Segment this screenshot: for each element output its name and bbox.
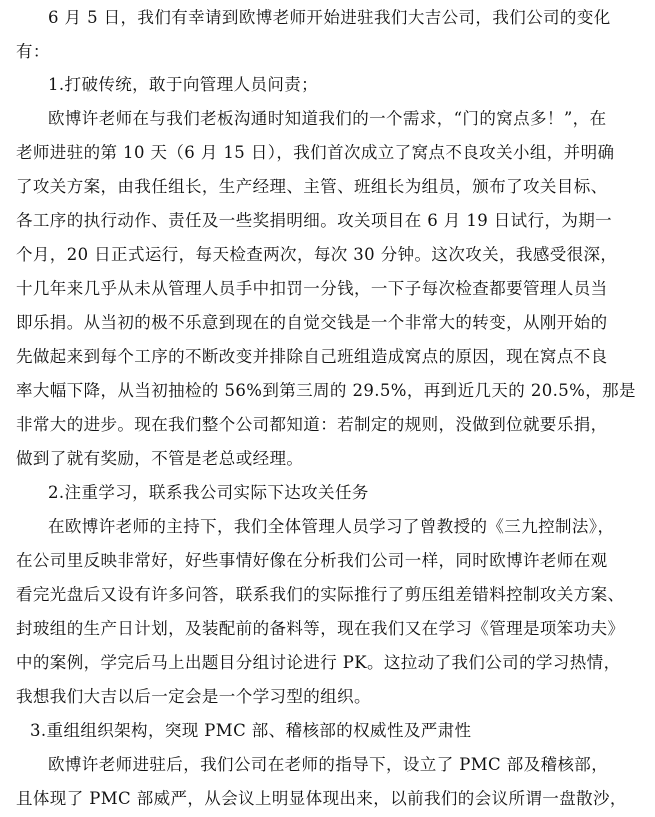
- text-line: 即乐捐。从当初的极不乐意到现在的自觉交钱是一个非常大的转变，从刚开始的: [16, 313, 608, 332]
- text-line: 在欧博许老师的主持下，我们全体管理人员学习了曾教授的《三九控制法》，: [48, 517, 615, 536]
- section-heading-2: 2.注重学习，联系我公司实际下达攻关任务: [48, 483, 369, 502]
- text-line: 个月，20 日正式运行，每天检查两次，每次 30 分钟。这次攻关，我感受很深，: [16, 245, 618, 264]
- text-line: 非常大的进步。现在我们整个公司都知道：若制定的规则，没做到位就要乐捐，: [16, 415, 608, 434]
- text-line: 有：: [16, 42, 50, 61]
- text-line: 老师进驻的第 10 天（6 月 15 日），我们首次成立了窝点不良攻关小组，并明确: [16, 143, 615, 162]
- text-line: 做到了就有奖励，不管是老总或经理。: [16, 449, 304, 468]
- text-line: 欧博许老师在与我们老板沟通时知道我们的一个需求，“门的窝点多！”，在: [48, 109, 607, 128]
- text-line: 先做起来到每个工序的不断改变并排除自己班组造成窝点的原因，现在窝点不良: [16, 347, 608, 366]
- text-line: 欧博许老师进驻后，我们公司在老师的指导下，设立了 PMC 部及稽核部，: [48, 755, 609, 774]
- text-line: 我想我们大吉以后一定会是一个学习型的组织。: [16, 687, 371, 706]
- text-line: 率大幅下降，从当初抽检的 56%到第三周的 29.5%，再到近几天的 20.5%，那是: [16, 381, 636, 400]
- text-line: 6 月 5 日，我们有幸请到欧博老师开始进驻我们大吉公司，我们公司的变化: [48, 8, 611, 27]
- text-line: 各工序的执行动作、责任及一些奖捐明细。攻关项目在 6 月 19 日试行，为期一: [16, 211, 613, 230]
- section-heading-1: 1.打破传统，敢于向管理人员问责；: [48, 75, 319, 94]
- text-line: 封玻组的生产日计划，及装配前的备料等，现在我们又在学习《管理是项笨功夫》: [16, 619, 625, 638]
- text-line: 且体现了 PMC 部威严，从会议上明显体现出来，以前我们的会议所谓一盘散沙，: [16, 789, 627, 808]
- section-heading-3: 3.重组组织架构，突现 PMC 部、稽核部的权威性及严肃性: [30, 721, 472, 740]
- text-line: 十几年来几乎从未从管理人员手中扣罚一分钱，一下子每次检查都要管理人员当: [16, 279, 608, 298]
- text-line: 看完光盘后又设有许多问答，联系我们的实际推行了剪压组差错料控制攻关方案、: [16, 585, 625, 604]
- text-line: 了攻关方案，由我任组长，生产经理、主管、班组长为组员，颁布了攻关目标、: [16, 177, 608, 196]
- text-line: 在公司里反映非常好，好些事情好像在分析我们公司一样，同时欧博许老师在观: [16, 551, 608, 570]
- text-line: 中的案例，学完后马上出题目分组讨论进行 PK。这拉动了我们公司的学习热情，: [16, 653, 621, 672]
